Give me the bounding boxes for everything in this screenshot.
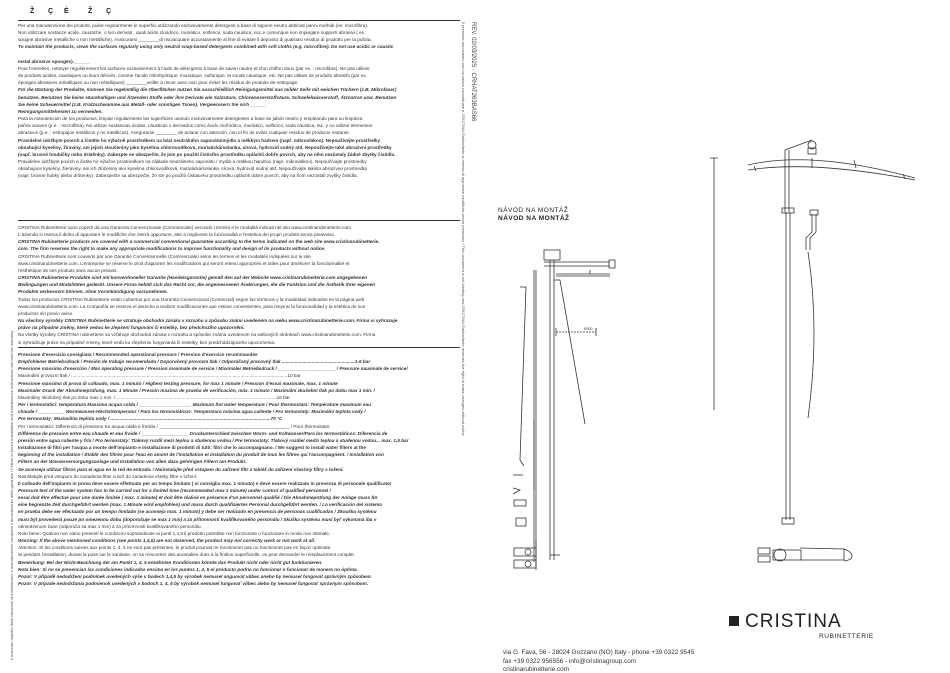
text-line: Todos los productos CRISTINA Rubinetterie están cubiertos por una Garantía Convencional (Comercial) según los términos y la modalidad indicados en la página web bbox=[18, 296, 365, 302]
text-line: éponges abrasives métalliques ou non métalliques) ________veiller à rincer avec soin pour éviter les résidus de produits de nettoyage. bbox=[18, 80, 299, 86]
text-line: Note bene: Qualora non siano presenti le condizioni sopraindicate ai punti 1,4,5 il prodotto potrebbe non funzionare o funzionare in modo non ottimale. bbox=[18, 530, 331, 536]
text-line: Warning: If the above mentioned conditions (see points 1,4,5) are not observed, the product may not correctly work or not work at all. bbox=[18, 538, 316, 544]
text-line: Filtern an der Wasserversorgungsanlage und Installation von allen dazu gehörigen Filtern am Produkt. bbox=[18, 459, 247, 465]
text-line: chaude / __________ Warmwasser-Höchsttemperatur / Para los termostáticos: Temperatura máxima agua caliente / Pro termostaty: Maximální teplota vody / bbox=[18, 409, 366, 415]
text-line: Maximální provozní tlak / ......................................................................................................................................................................10 bar bbox=[18, 373, 301, 379]
dimension-label: Ø300 bbox=[584, 327, 593, 331]
text-line: obmedzenom čase (odporúča sa max 1 min) a za prítomnosti kvalifikovaného personálu. bbox=[18, 523, 202, 529]
text-line: l'esthétique de ses produits sans aucun préavis. bbox=[18, 267, 118, 273]
text-line: Maximaler Druck der Abnahmeprüfung, max. 1 Minute / Presión maxima de prueba de verificación, máx. 1 minuto / Maximální zkušební tlak po dobu max 1 min. / bbox=[18, 387, 375, 393]
text-line: (napr. brúsne hubky alebo drôtenky). Zabezpečte sa ubezpečte, že ste po použití čistiaceho prostriedku opláchli dobre povrch, aby na ňom nezostali zvyšky čistidla. bbox=[18, 173, 358, 179]
text-line: www.cristinarubinetterie.com. La Compañía se reserva el derecho a realizar modificaciones que estime convenientes, para mejorar la funcionalidad y la estética de sus bbox=[18, 303, 366, 309]
left-vertical-note: Il mancato rispetto delle istruzioni di installazione e manutenzione comporta il decadimento della garanzia / Failure to follow installation and maintenance instructions will void the warranty bbox=[9, 330, 14, 660]
text-line: Pre termostaty: Maximálna teplota vody / ...........................................................................................................................70 °C bbox=[18, 416, 283, 422]
instructions-title: NÁVOD NA MONTÁŽ bbox=[498, 207, 569, 214]
text-line: Pressure test of the water system has to be carried out for a limited time (recommended max 1 minute) under control of qualified personnel / bbox=[18, 487, 331, 493]
text-line: Na všechny výrobky CRISTINA Rubinetterie se vztahuje obchodní záruka v rozsahu a způsobu známi uvedeném na webu www.cristinarubinetterie.com. Firma si vyhrazuje bbox=[18, 318, 398, 324]
text-line: benutzen. Benutzen Sie keine säurehaltigen und Ätzenden Stoffe oder ihre Derivate wie Salzsäure, Chlorwasserstoffsäure, Schwefelwasserstoff, Ätznatron usw. Benutzen bbox=[18, 94, 397, 100]
text-line: (např. brusné houbičky nebo drátěnky). Zabezpte se ubezpečte, že jste po použití čisticího prostředku opláchli dobře povrch, aby na něm nezůstaly žádné zbytky čistidla. bbox=[18, 151, 396, 157]
text-line: CRISTINA Rubinetterie sono coperti da una Garanzia Convenzionale (Commerciale) secondo i termini e le modalità indicati nel sito www.cristinarubinetterie.com. bbox=[18, 225, 353, 230]
text-line: Empfohlener Betriebsdruck / Presión de trabajo recomendada / Doporučený provozní tlak / Odporúčaný pracovný tlak ........................................................1-5 bar bbox=[18, 359, 371, 365]
text-line: Il collaudo dell'impianto in prova deve essere effettuato per un tempo limitato ( si consiglia max. 1 minuto) e deve essere realizzato in presenza di personale qualificato/ bbox=[18, 480, 392, 486]
text-line: Reinigungsmittelresten zu vermeiden. bbox=[18, 108, 103, 114]
header-letter: Ž bbox=[30, 8, 36, 15]
header-letter: Ç bbox=[48, 8, 55, 15]
text-line: Pravidelné údržbyte povrch a čistěte ho výlučně prostředkem na bázi neutrálního saponátu/mýdla a měkkým hadrem (např. mikrovlákno). Nepoužívejte prostředky bbox=[18, 137, 381, 143]
text-line: Produkte verbessern können, ohne Vorankündigung vorzunehmen. bbox=[18, 289, 168, 295]
text-line: beginning of the installation / Établir des filtres pour l'eau en amont de l'installation et installation du produit de tous les filtres qui l'accompagnent. / Installation von bbox=[18, 452, 384, 458]
header-letter: Ç bbox=[106, 8, 113, 15]
text-line: L'azienda si riserva il diritto di apportare le modifiche che riterrà opportune, atte a migliorare la funzionalità e l'estetica dei propri prodotti senza preavviso. bbox=[18, 232, 336, 238]
text-line: spugne abrasive metalliche o non metalliche). Assicurarsi ________di risciacquare accuratamente al fine di evitare il deposito di qualsiasi residuo di prodotto per la pulizia. bbox=[18, 37, 372, 43]
text-line: Per una manutenzione dei prodotti, pulire regolarmente le superfici utilizzando esclusivamente detergenti a base di sapone neutro abbinati panni morbidi (es. microfibra). bbox=[18, 23, 369, 28]
text-line: www.cristinarubinetterie.com. L'entreprise se réserve le droit d'apporter les modifications qui seront retenu appropriés et utiles pour améliorer la fonctionnalité et bbox=[18, 260, 350, 266]
text-line: eine begrenzte Zeit durchgeführt werden (max. 1 Minute wird empfohlen) und muss durch qualifiziertes Personal durchgeführt werden. / La verificación del sistema bbox=[18, 502, 382, 508]
text-line: Para la manutención de los productos, limpiar regularmente las superficies usando exclusivamente detergentes a base de jabón neutro y empleando para su limpieza bbox=[18, 116, 363, 122]
text-line: obsahující kyseliny, žíraviny, ani jejich sloučeniny jako kyselina chlorovodíková, muriatická/solanka, sírová, hydroxid sodný atd. Nepoužívejte také abrazivní prostředky bbox=[18, 144, 392, 150]
text-line: Für die Wartung der Produkte, müssen Sie regelmäßig die Oberflächen nutzen Sie ausschließlich Reinigungsmittel aus milder Seife mit weichen Tüchern (z.B. Mikrofaser) bbox=[18, 87, 397, 93]
text-line: Nainštalujte pred vstupom do zariadenia filter a tiež do zariadenia všetky filtre s ložení. bbox=[18, 473, 198, 479]
text-line: paños suaves (p.e. : microfibra). No utilizar sustancias ácidas, cáusticas o derivados como ácido clorhídrico, muriático, sulfúrico; soda cáustica, etc. y no utilizar elementos bbox=[18, 123, 373, 129]
text-line: Sie keine Scheuermittel (z.B. Kratzschwamme aus Metall- oder sonstigen Tsoen). Vergewissern Sie sich ______ bbox=[18, 101, 266, 107]
text-line: Bedingungen und Modalitäten gedeckt. Unsere Firma behält sich das Recht vor, die angemessenen Änderungen, die die Funktion und die Ästhetik ihrer eigenen bbox=[18, 282, 376, 288]
text-line: de produits acides, caustiques ou leurs dérivés, comme l'acide chlorhydrique, muriatique, sulfurique, la soude caustique, etc. Ne pas utiliser de produits abrasifs (par ex. bbox=[18, 73, 367, 79]
text-line: Maximálny skúšobný tlak po dobu max 1 min. / ...........................................................................................................................16 bar bbox=[18, 394, 290, 400]
text-line: Per i termostatici: Differenza di pressione tra acqua calda e fredda / __________________________________________________ / Pour thermostats: bbox=[18, 423, 331, 429]
text-line: Installazione di filtri per l'acqua a monte dell'impianto e installazione di prodotti di tutti: filtri che lo accompagnano. / We suggest to install water filters at the bbox=[18, 445, 367, 451]
text-line: com. The firm reserves the right to make any appropriate modifications to improve functionality and design of its products without notice. bbox=[18, 246, 326, 252]
logo-subtitle: RUBINETTERIE bbox=[819, 633, 874, 640]
text-line: Pressione massima di prova di collaudo, max. 1 minuto / Highest testing pressure, for max 1 minute / Pression d'essai maximale, max. 1 minute bbox=[18, 380, 338, 386]
text-line: Pressione d'esercizio consigliata / Recommended operational pressure / Pression d'exercice recommandée bbox=[18, 352, 258, 357]
text-line: Nota bien: Si no se presencian las condiciones indicadas encima en los puntos 1, 4, 5 el producto podría no funcionar o funcionar de manera no óptima. bbox=[18, 566, 358, 572]
text-line: CRISTINA Rubinetterie Produkte sind mit konventioneller Garantie (Handelsgarantie) gemäß den auf der Website www.cristinarubinetterie.com angegebenen bbox=[18, 275, 368, 281]
revision-code: REV. 02/03/2025 · CRHAT263BAS66 bbox=[470, 22, 476, 122]
text-line: metal abrasive sponges).______ bbox=[18, 58, 90, 64]
text-line: Pressione massima d'esercizio / Max operating pressure / Pression maximale de service / Maximaler Betriebsdruck / ______________________ / Pressure maximale de service/ bbox=[18, 366, 408, 372]
instructions-title-bold: NÁVOD NA MONTÁŽ bbox=[498, 215, 570, 222]
text-line: CRISTINA Rubinetterie products are covered with a commercial conventional guarantee according to the terms indicated on the web site www.cristinarubinetterie. bbox=[18, 239, 380, 245]
text-line: obsahujúce kyseliny, žieraviny, ani ich zlúčeniny ako kyselina chlorovodíková, muriatická/solanka, sírová, hydroxid sodný atď. Nepoužívajte takisto abrazívne prostriedky bbox=[18, 166, 368, 172]
header-letter: É bbox=[64, 8, 70, 15]
text-line: Bemerkung: Bei der Nicht-Beachtung der am Punkt 1, 4, 5 erwähnten Konditionen könnte das Produkt nicht oder nicht gut funktionieren. bbox=[18, 559, 323, 565]
side-legal-note: Il presente documento non ha valore contrattuale e CRISTINA Rubinetterie si riserva di apportare modifiche senza preavviso / This document is not binding and CRISTINA Rubinetterie reserves the right to make changes without notice bbox=[461, 22, 466, 436]
text-line: právo na případné změny, které vedou ke zlepšení fungování či estetiky, bez předchozího upozornění. bbox=[18, 325, 245, 331]
text-line: Si pendant l'installation, durant la pose sur le sanitaire, on va rencontrer des anomalies dues à la finition superficielle, on peut demander le remplacement complet. bbox=[18, 552, 356, 558]
website-line: cristinarubinetterie.com bbox=[503, 666, 570, 673]
text-line: Non utilizzare sostanze acide, caustiche, o loro derivati , quali acido cloridrico, muriatico, solforico, soda caustica, ecc.e comunque non impiegare supporti abrasivi ( es. bbox=[18, 30, 366, 36]
text-line: Per i termostatici: temperatura Massima acqua calda / ____________________ Maximum hot water temperature / Pour thermostats: Température maximum eau bbox=[18, 402, 372, 408]
text-line: CRISTINA Rubinetterie sont couverts par une Garantie Conventionnelle (Commerciale) selon les termes et les modalités indiquées sur le site bbox=[18, 253, 311, 259]
text-line: Différence de pression entre eau chaude et eau froide / __________________ Druckunterschied zwischen Warm- und Kaltwasser/Para los termostáticos: Diferencia de bbox=[18, 430, 388, 436]
text-line: musí být provedená pouze po omezenou dobu (doporučuje se max 1 min) a za přítomnosti kvalifikovaného personálu / Skúška systému musí byť vykonaná iba v bbox=[18, 516, 377, 522]
text-line: Na všetky výrobky CRISTINA rubinetterie sa vzťahuje obchodná záruka v rozsahu a spôsobe známa uvedenom na webových stránkach www.cristinarubinetterie.com. Firma bbox=[18, 332, 376, 338]
logo-mark bbox=[729, 616, 739, 626]
text-line: Pravidelne údržbyte povrch a čistite ho výlučne prostriedkom na základe neutrálneho saponátu / mydla a mäkkou handrou (napr. mikrovlákno). Nepoužívajte prostriedky bbox=[18, 158, 367, 164]
text-line: abrasivos (p.e. : estropajos metálicos y no metálicos). Asegurarse ________ de aclarar con atención, con el fin de evitar cualquier residuo de producto restante. bbox=[18, 130, 350, 136]
text-line: To maintain the products, clean the surfaces regularly using only neutral soap-based detergents combined with soft cloths (e.g. microfibre). Do not use acidic or caustic bbox=[18, 44, 394, 50]
address-line: via G. Fava, 56 - 28024 Gozzano (NO) Italy - phone +39 0322 9545 bbox=[503, 649, 695, 656]
text-line: Attention: Si les conditions suivies aux points 1, 4, 5 ne sont pas présentes, le produit pourrait ne fonctionner pas ou fonctionner pas en façon optimale. bbox=[18, 545, 332, 551]
fax-email-line: fax +39 0322 956556 - info@cristinagroup.com bbox=[503, 658, 637, 665]
text-line: Se aconseja utilizar filtros para el agua en la red de entrada. / Nainstalujte před vstupem do zařízení filtr a taktéž do zařízení všechny filtry s ložení. bbox=[18, 466, 344, 472]
text-line: productos sin previo aviso. bbox=[18, 310, 74, 316]
text-line: Pozor: V prípade nedodržania podmienok uvedených v bodoch 1, 4, 5 by výrobok nemusel fungovať vôbec alebo by nemusel fungovať správnym spôsobom. bbox=[18, 581, 369, 586]
header-letter: Ž bbox=[88, 8, 94, 15]
text-line: Pozor: V případě nedodržení podmínek uvedených výše v bodech 1,4,5 by výrobek nemusel anguovat vůbec anebo by nemusel fungovat správným způsobem. bbox=[18, 573, 372, 579]
text-line: Pour l'entretien, nettoyer régulièrement les surfaces exclusivement à l'aide de détergents à base de savon neutre et d'un chiffon doux (par ex. : microfibre). Ne pas utiliser bbox=[18, 65, 370, 71]
text-line: presión entre agua caliente y fría / Pro termostaty: Tlakový rozdíl mezi teplou a studenou vodou / Pre termostaty: Tlakový rozdiel medzi teplou a studenou vodou... max. 1,5 bar bbox=[18, 437, 409, 443]
text-line: en prueba debe ser efectuado por un tiempo limitado (se aconseja max. 1 minuto) y debe ser realizado en presencia de personas cualificadas / Zkouška systému bbox=[18, 509, 377, 515]
text-line: essai doit être effectué pour une durée limitée ( max. 1 minute) et doit être réalisé en présence d'un personnel qualifié / Die Abnahmeprüfung der Anlage muss für bbox=[18, 495, 378, 501]
logo-brand: CRISTINA bbox=[745, 611, 842, 632]
text-line: si vyhradzuje právo na prípadné zmeny, ktoré vedú ku zlepšeniu fungovania či estetiky, bez predchádzajúceho upozornenia. bbox=[18, 339, 276, 345]
